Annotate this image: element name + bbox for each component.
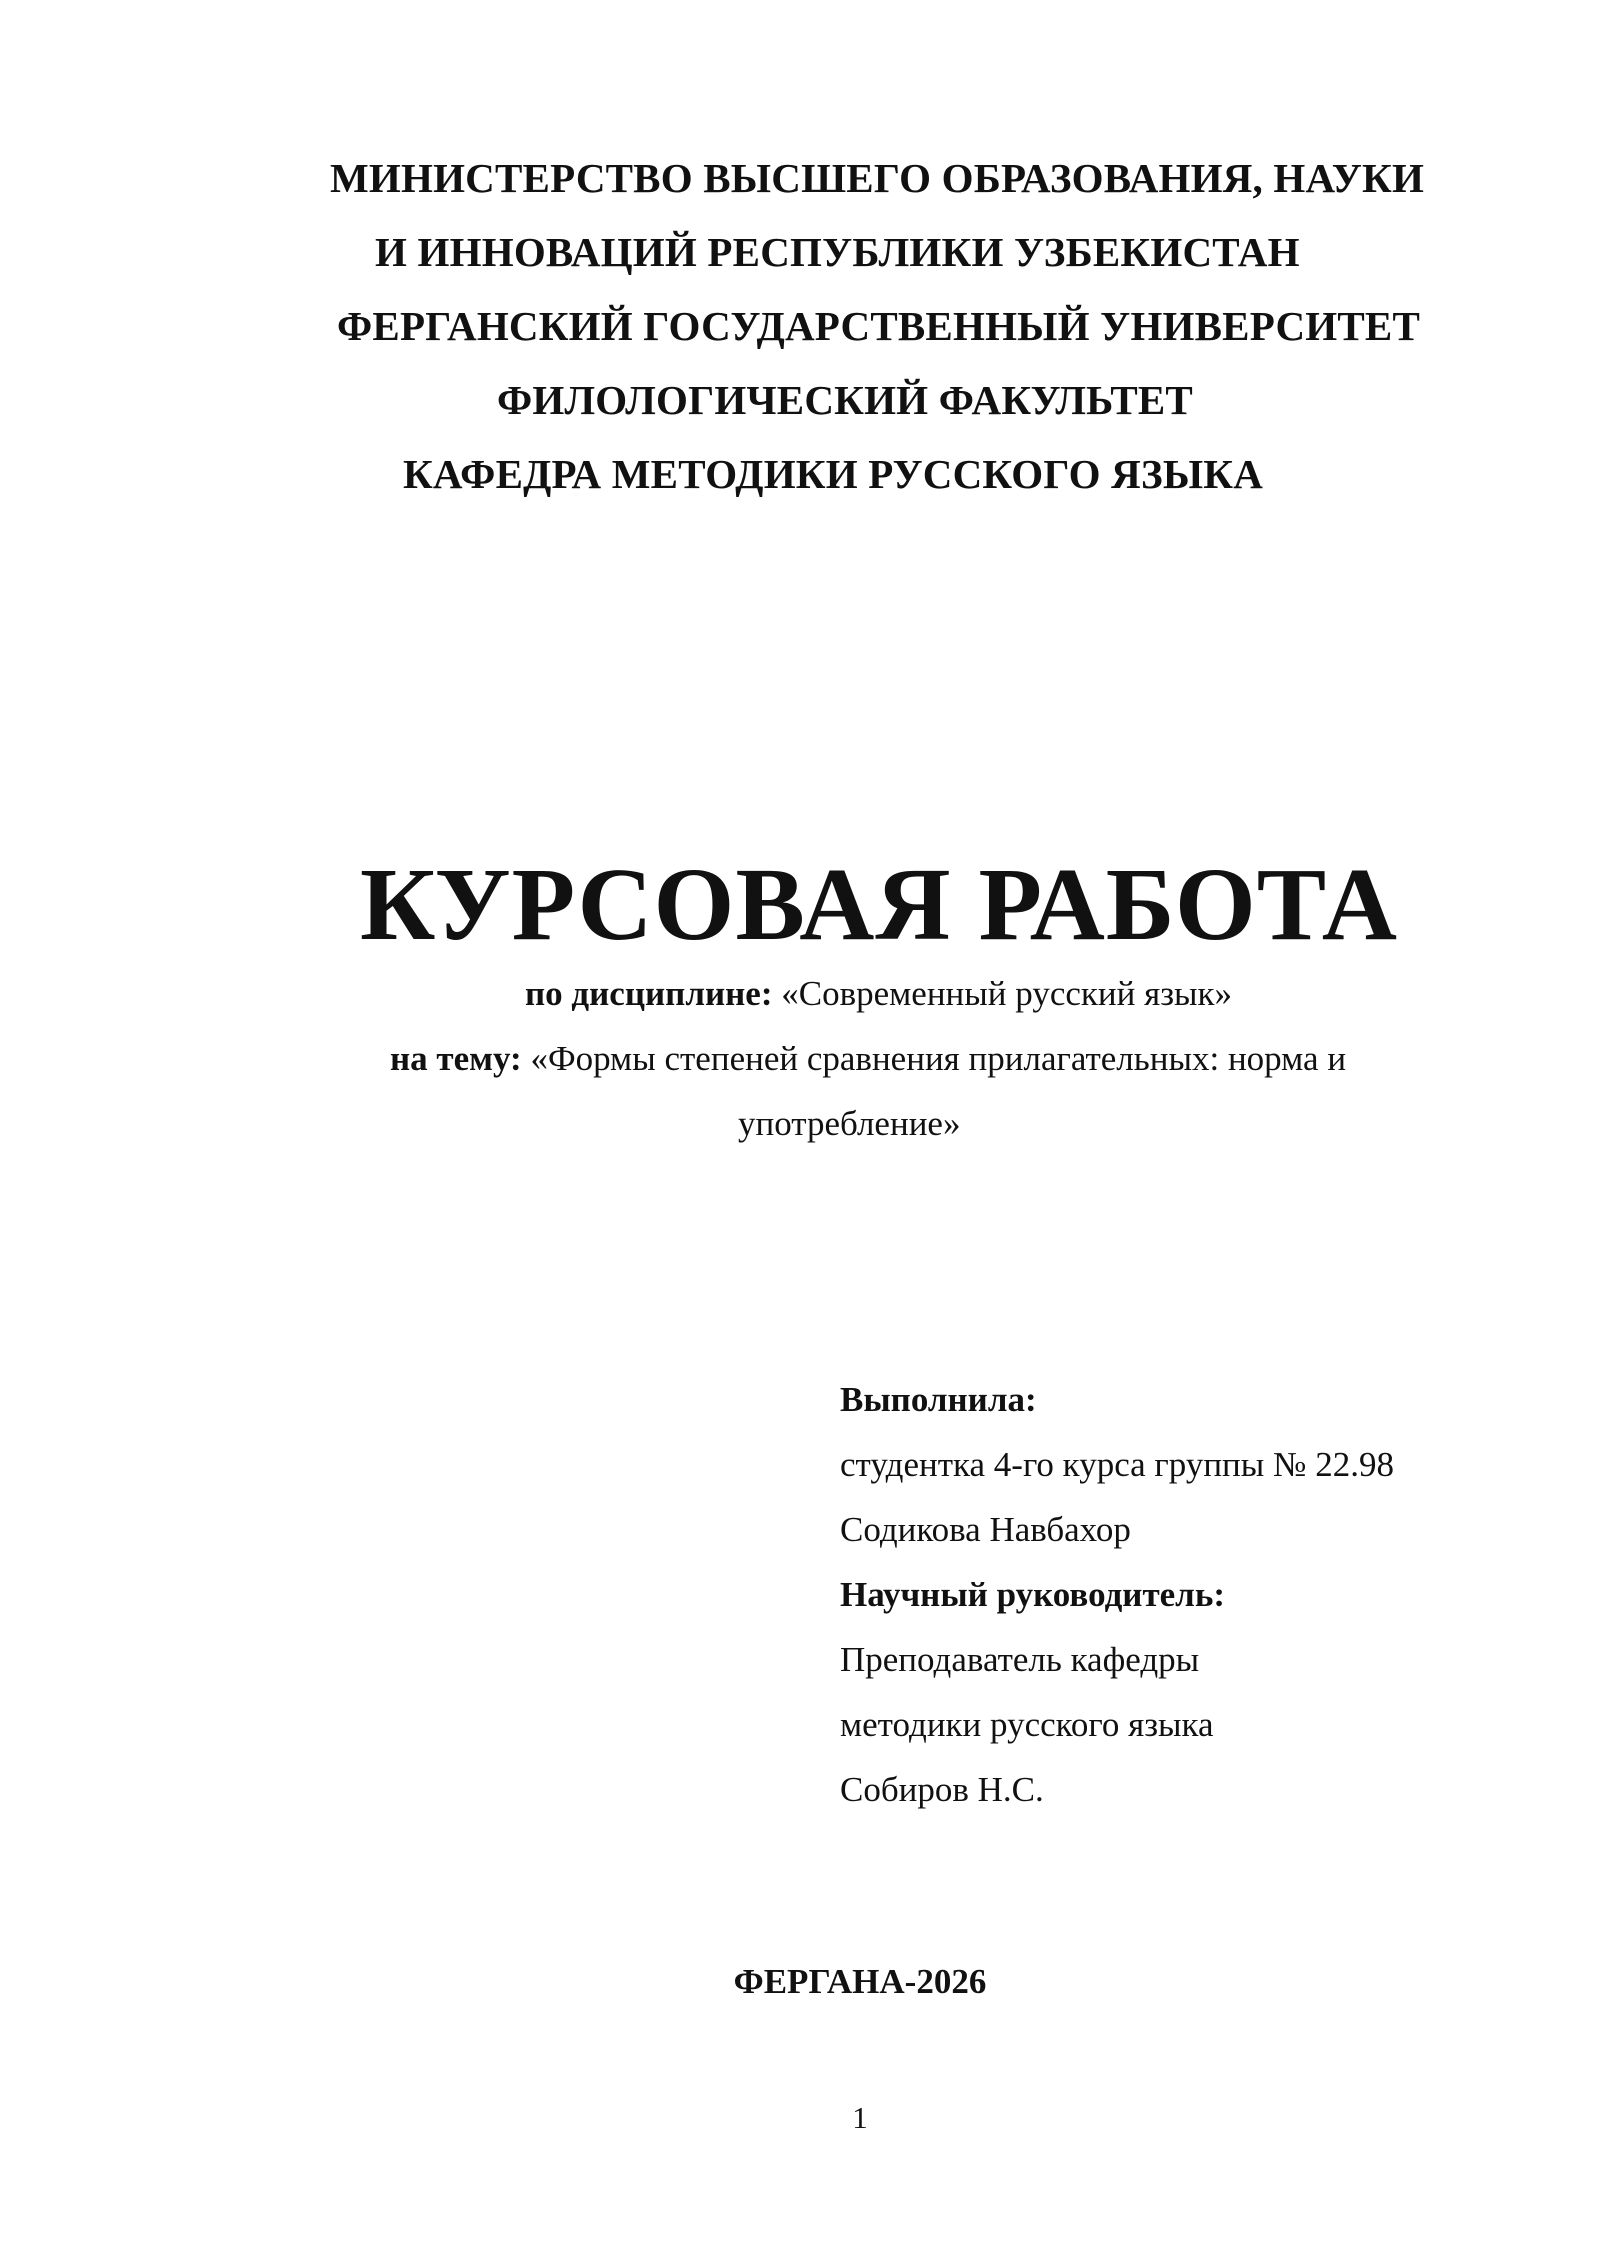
header-university: ФЕРГАНСКИЙ ГОСУДАРСТВЕННЫЙ УНИВЕРСИТЕТ [337, 303, 1421, 349]
author-label: Выполнила: [840, 1380, 1037, 1419]
page-number: 1 [852, 2100, 868, 2135]
city-year: ФЕРГАНА-2026 [733, 1962, 987, 2001]
document-title: КУРСОВАЯ РАБОТА [360, 847, 1399, 962]
supervisor-position-1: Преподаватель кафедры [840, 1640, 1200, 1679]
header-department: КАФЕДРА МЕТОДИКИ РУССКОГО ЯЗЫКА [403, 451, 1264, 497]
supervisor-position-2: методики русского языка [840, 1705, 1214, 1744]
supervisor-name: Собиров Н.С. [840, 1770, 1044, 1809]
header-faculty: ФИЛОЛОГИЧЕСКИЙ ФАКУЛЬТЕТ [497, 377, 1193, 423]
supervisor-label: Научный руководитель: [840, 1575, 1225, 1614]
header-ministry-line-2: И ИННОВАЦИЙ РЕСПУБЛИКИ УЗБЕКИСТАН [375, 229, 1300, 275]
author-group: студентка 4-го курса группы № 22.98 [840, 1445, 1394, 1484]
header-ministry-line-1: МИНИСТЕРСТВО ВЫСШЕГО ОБРАЗОВАНИЯ, НАУКИ [330, 155, 1425, 201]
topic-line-1 [390, 1037, 1346, 1081]
discipline-label: по дисциплине: [525, 974, 773, 1013]
topic-value-line-1: «Формы степеней сравнения прилагательных: норма и [530, 1039, 1347, 1078]
topic-value-line-2: употребление» [738, 1104, 961, 1143]
author-name: Содикова Навбахор [840, 1510, 1131, 1549]
topic-label: на тему: [390, 1039, 522, 1078]
discipline-value: «Современный русский язык» [781, 974, 1233, 1013]
discipline-line [525, 972, 1232, 1016]
